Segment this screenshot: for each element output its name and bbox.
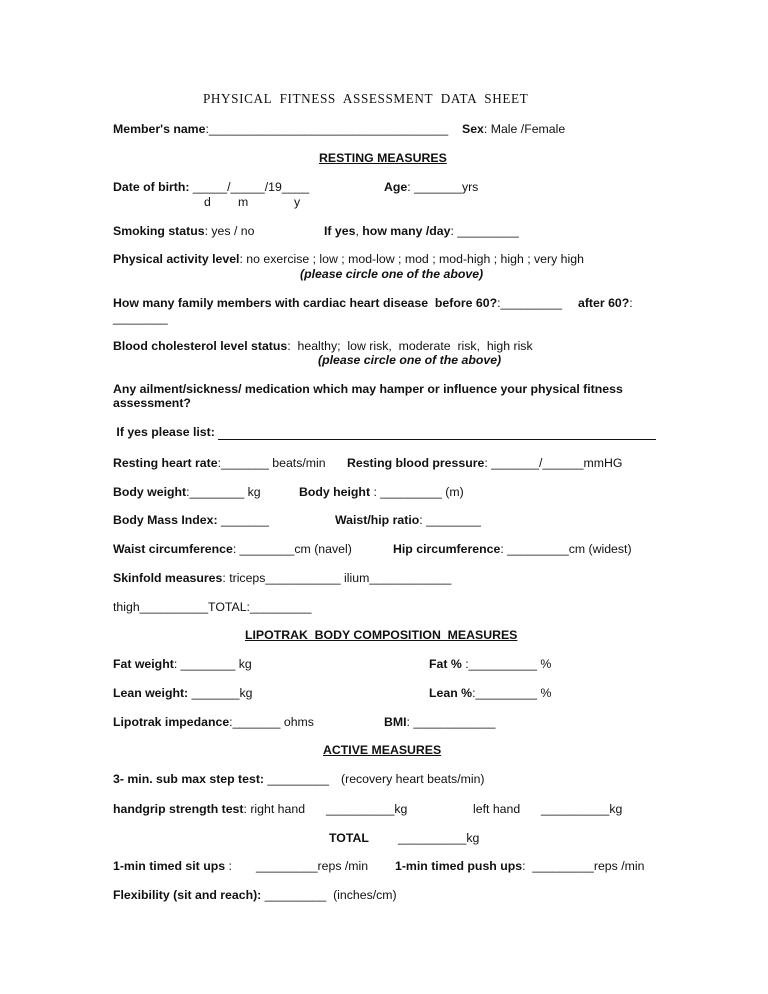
age-label: Age — [384, 180, 408, 194]
ailment-list-line[interactable] — [218, 439, 656, 440]
flexibility-label: Flexibility (sit and reach): — [113, 888, 262, 902]
age-row — [384, 180, 478, 194]
situps-row — [113, 859, 232, 873]
dob-field[interactable]: _____/_____/19____ — [189, 180, 310, 194]
heart-rate-row — [113, 456, 326, 470]
cholesterol-label: Blood cholesterol level status — [113, 339, 288, 353]
member-name-row — [113, 122, 448, 136]
waist-hip-label: Waist/hip ratio — [335, 513, 420, 527]
waist-label: Waist circumference — [113, 542, 233, 556]
body-height-label: Body height — [299, 485, 371, 499]
page-title: PHYSICAL FITNESS ASSESSMENT DATA SHEET — [203, 91, 529, 106]
fat-weight-label: Fat weight — [113, 657, 174, 671]
ailment-question-line1: Any ailment/sickness/ medication which may hamper or influence your physical fitness — [113, 382, 623, 396]
step-test-row — [113, 772, 329, 786]
if-yes-list-label: If yes please list: — [113, 425, 215, 439]
pushups-label: 1-min timed push ups — [395, 859, 523, 873]
waist-hip-row — [335, 513, 481, 527]
body-weight-label: Body weight — [113, 485, 187, 499]
bmi-field[interactable]: _______ — [217, 513, 269, 527]
fat-weight-row — [113, 657, 252, 671]
age-field[interactable]: : _______yrs — [407, 180, 479, 194]
activity-note: (please circle one of the above) — [300, 267, 484, 281]
situps-field[interactable]: _________reps /min — [256, 859, 369, 873]
fat-percent-field[interactable]: :__________ % — [461, 657, 552, 671]
blood-pressure-row — [347, 456, 622, 470]
impedance-field[interactable]: :_______ ohms — [229, 715, 314, 729]
bmi-row — [113, 513, 269, 527]
dob-sub-y: y — [294, 195, 301, 209]
dob-sub-m: m — [238, 195, 249, 209]
cholesterol-options[interactable]: : healthy; low risk, moderate risk, high risk — [287, 339, 533, 353]
if-yes-label: If yes — [324, 224, 356, 238]
blood-pressure-field[interactable]: : _______/______mmHG — [484, 456, 623, 470]
handgrip-left-label: left hand — [473, 802, 521, 816]
body-height-field[interactable]: : _________ (m) — [370, 485, 464, 499]
waist-row — [113, 542, 352, 556]
member-name-label: Member's name — [113, 122, 206, 136]
smoking-options[interactable]: : yes / no — [204, 224, 255, 238]
sex-options[interactable]: : Male /Female — [483, 122, 566, 136]
sex-row — [462, 122, 565, 136]
impedance-row — [113, 715, 314, 729]
family-label: How many family members with cardiac heart disease before 60? — [113, 296, 498, 310]
skinfold-row — [113, 571, 451, 585]
lean-percent-label: Lean % — [429, 686, 473, 700]
activity-label: Physical activity level — [113, 252, 240, 266]
smoking-label: Smoking status — [113, 224, 205, 238]
skinfold-fields[interactable]: : triceps___________ ilium____________ — [222, 571, 452, 585]
situps-colon: : — [225, 859, 232, 873]
dob-label: Date of birth: — [113, 180, 190, 194]
lean-weight-row — [113, 686, 252, 700]
step-test-label: 3- min. sub max step test: — [113, 772, 265, 786]
step-test-field[interactable]: _________ — [264, 772, 329, 786]
family-after-colon: : — [629, 296, 633, 310]
section-lipotrak: LIPOTRAK BODY COMPOSITION MEASURES — [245, 628, 518, 642]
fat-percent-label: Fat % — [429, 657, 462, 671]
handgrip-left-field[interactable]: __________kg — [541, 802, 623, 816]
step-test-note: (recovery heart beats/min) — [341, 772, 485, 786]
situps-label: 1-min timed sit ups — [113, 859, 226, 873]
cholesterol-row — [113, 339, 533, 353]
handgrip-row — [113, 802, 305, 816]
smoking-count-row — [324, 224, 519, 238]
blood-pressure-label: Resting blood pressure — [347, 456, 485, 470]
activity-options[interactable]: : no exercise ; low ; mod-low ; mod ; mod-high ; high ; very high — [239, 252, 584, 266]
thigh-total-fields[interactable]: thigh__________TOTAL:_________ — [113, 600, 312, 614]
how-many-field[interactable]: : _________ — [450, 224, 519, 238]
hip-row — [393, 542, 632, 556]
bmi2-row — [384, 715, 495, 729]
total-field[interactable]: __________kg — [398, 831, 480, 845]
family-after-row — [578, 296, 633, 310]
comma-separator: , — [355, 224, 363, 238]
member-name-field[interactable]: :___________________________________ — [205, 122, 449, 136]
family-after-label: after 60? — [578, 296, 630, 310]
activity-row — [113, 252, 584, 266]
pushups-field[interactable]: : _________reps /min — [522, 859, 645, 873]
how-many-label: how many /day — [362, 224, 451, 238]
flexibility-row — [113, 888, 397, 902]
family-row — [113, 296, 562, 310]
flexibility-field[interactable]: _________ (inches/cm) — [261, 888, 397, 902]
lean-percent-row — [429, 686, 551, 700]
dob-row — [113, 180, 309, 194]
hip-field[interactable]: : _________cm (widest) — [500, 542, 632, 556]
lean-weight-field[interactable]: _______kg — [188, 686, 253, 700]
impedance-label: Lipotrak impedance — [113, 715, 230, 729]
lean-percent-field[interactable]: :_________ % — [472, 686, 552, 700]
family-after-field[interactable]: ________ — [113, 311, 168, 325]
bmi2-label: BMI — [384, 715, 407, 729]
heart-rate-label: Resting heart rate — [113, 456, 218, 470]
ailment-question-line2: assessment? — [113, 396, 191, 410]
bmi2-field[interactable]: : ____________ — [406, 715, 496, 729]
fat-percent-row — [429, 657, 551, 671]
body-weight-field[interactable]: :________ kg — [186, 485, 261, 499]
handgrip-label: handgrip strength test — [113, 802, 244, 816]
body-height-row — [299, 485, 464, 499]
waist-field[interactable]: : ________cm (navel) — [232, 542, 352, 556]
handgrip-right-label: : right hand — [243, 802, 306, 816]
skinfold-label: Skinfold measures — [113, 571, 223, 585]
bmi-label: Body Mass Index: — [113, 513, 218, 527]
smoking-row — [113, 224, 254, 238]
cholesterol-note: (please circle one of the above) — [318, 353, 502, 367]
fat-weight-field[interactable]: : ________ kg — [173, 657, 252, 671]
hip-label: Hip circumference — [393, 542, 501, 556]
heart-rate-field[interactable]: :_______ beats/min — [217, 456, 326, 470]
waist-hip-field[interactable]: : ________ — [419, 513, 481, 527]
handgrip-right-field[interactable]: __________kg — [326, 802, 408, 816]
total-label: TOTAL — [329, 831, 369, 845]
section-resting-measures: RESTING MEASURES — [319, 151, 447, 165]
lean-weight-label: Lean weight: — [113, 686, 189, 700]
section-active-measures: ACTIVE MEASURES — [323, 743, 442, 757]
body-weight-row — [113, 485, 261, 499]
pushups-row — [395, 859, 644, 873]
dob-sub-d: d — [204, 195, 211, 209]
family-before-field[interactable]: :_________ — [497, 296, 563, 310]
sex-label: Sex — [462, 122, 484, 136]
